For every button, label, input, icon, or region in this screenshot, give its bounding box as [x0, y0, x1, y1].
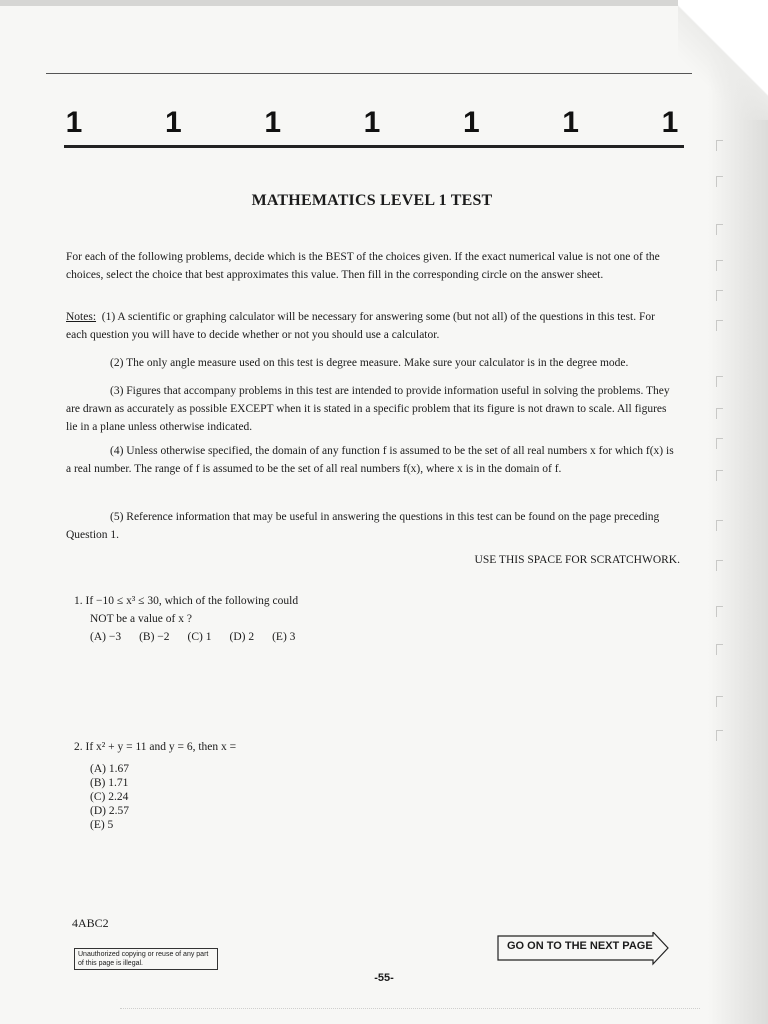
section-digit: 1: [462, 106, 480, 139]
section-digit: 1: [264, 106, 281, 139]
answer-choice: (C) 2.24: [90, 791, 129, 803]
answer-choice: (B) 1.71: [90, 777, 129, 789]
margin-mark: [716, 470, 723, 481]
answer-choice: (A) −3: [90, 631, 122, 643]
form-code: 4ABC2: [72, 916, 109, 930]
margin-bubble-marks: [716, 140, 728, 780]
margin-mark: [716, 408, 723, 419]
answer-choice: (A) 1.67: [90, 763, 129, 775]
header-rule: [46, 73, 692, 74]
margin-mark: [716, 560, 723, 571]
question-2-stem-line: [74, 738, 236, 756]
scratchwork-label: USE THIS SPACE FOR SCRATCHWORK.: [474, 554, 680, 566]
margin-mark: [716, 176, 723, 187]
copyright-notice: Unauthorized copying or reuse of any part of this page is illegal.: [74, 948, 218, 970]
margin-mark: [716, 438, 723, 449]
question-2-choices: [74, 762, 236, 832]
question-2-number: 2.: [74, 741, 83, 753]
question-1-choices: [74, 628, 298, 646]
question-2-stem: If x² + y = 11 and y = 6, then x =: [85, 741, 237, 753]
section-digit: 1: [164, 106, 182, 139]
margin-mark: [716, 644, 723, 655]
question-1-stem-continued: NOT be a value of x ?: [90, 613, 192, 625]
margin-mark: [716, 224, 723, 235]
margin-mark: [716, 140, 723, 151]
test-title: MATHEMATICS LEVEL 1 TEST: [251, 192, 493, 209]
section-digit: 1: [65, 106, 83, 139]
margin-mark: [716, 260, 723, 271]
margin-mark: [716, 730, 723, 741]
answer-choice: (C) 1: [187, 631, 212, 643]
notes-label: Notes:: [66, 311, 97, 323]
margin-mark: [716, 520, 723, 531]
instructions-paragraph: For each of the following problems, decide which is the BEST of the choices given. If the exact numerical value is not one of the choices, select the choice that best approximates this value. Then fill in the corresponding circle on the answer sheet.: [66, 251, 660, 281]
section-rule: [64, 145, 684, 148]
margin-mark: [716, 376, 723, 387]
note-4: (4) Unless otherwise specified, the domain of any function f is assumed to be the set of all real numbers x for which f(x) is a real number. The range of f is assumed to be the set of all real numbers f(x), where x is in the domain of f.: [66, 445, 674, 475]
margin-mark: [716, 320, 723, 331]
note-2: (2) The only angle measure used on this test is degree measure. Make sure your calculator is in the degree mode.: [110, 357, 629, 369]
section-digit: 1: [363, 106, 381, 139]
answer-choice: (E) 5: [90, 819, 114, 831]
go-on-label: GO ON TO THE NEXT PAGE: [507, 940, 653, 952]
margin-mark: [716, 290, 723, 301]
margin-mark: [716, 606, 723, 617]
note-5: (5) Reference information that may be useful in answering the questions in this test can be found on the page preceding Question 1.: [66, 511, 660, 541]
margin-mark: [716, 696, 723, 707]
section-digit: 1: [661, 106, 679, 139]
note-3: (3) Figures that accompany problems in this test are intended to provide information useful in solving the problems. They are drawn as accurately as possible EXCEPT when it is stated in a specific problem that its figure is not drawn to scale. All figures lie in a plane unless otherwise indicated.: [66, 385, 670, 433]
note-1-text: (1) A scientific or graphing calculator will be necessary for answering some (but not all) of the questions in this test. For each question you will have to decide whether or not you should use a calculator.: [66, 311, 655, 341]
question-1-number: 1.: [74, 595, 83, 607]
go-on-banner: [497, 932, 667, 962]
answer-choice: (D) 2: [229, 631, 255, 643]
question-1-stem: If −10 ≤ x³ ≤ 30, which of the following could: [85, 595, 299, 607]
answer-choice: (B) −2: [139, 631, 170, 643]
page-corner-fold: [678, 0, 768, 120]
note-1: [66, 308, 678, 344]
scan-bottom-edge: [120, 1008, 700, 1015]
section-number-row: [62, 100, 682, 140]
answer-choice: (D) 2.57: [90, 805, 129, 817]
section-digit: 1: [562, 106, 579, 139]
question-2: [74, 738, 236, 832]
question-1-stem-line: [74, 592, 298, 610]
answer-choice: (E) 3: [272, 631, 296, 643]
question-1: [74, 592, 298, 646]
page-number: -55-: [374, 972, 394, 984]
scan-top-shade: [0, 0, 768, 6]
